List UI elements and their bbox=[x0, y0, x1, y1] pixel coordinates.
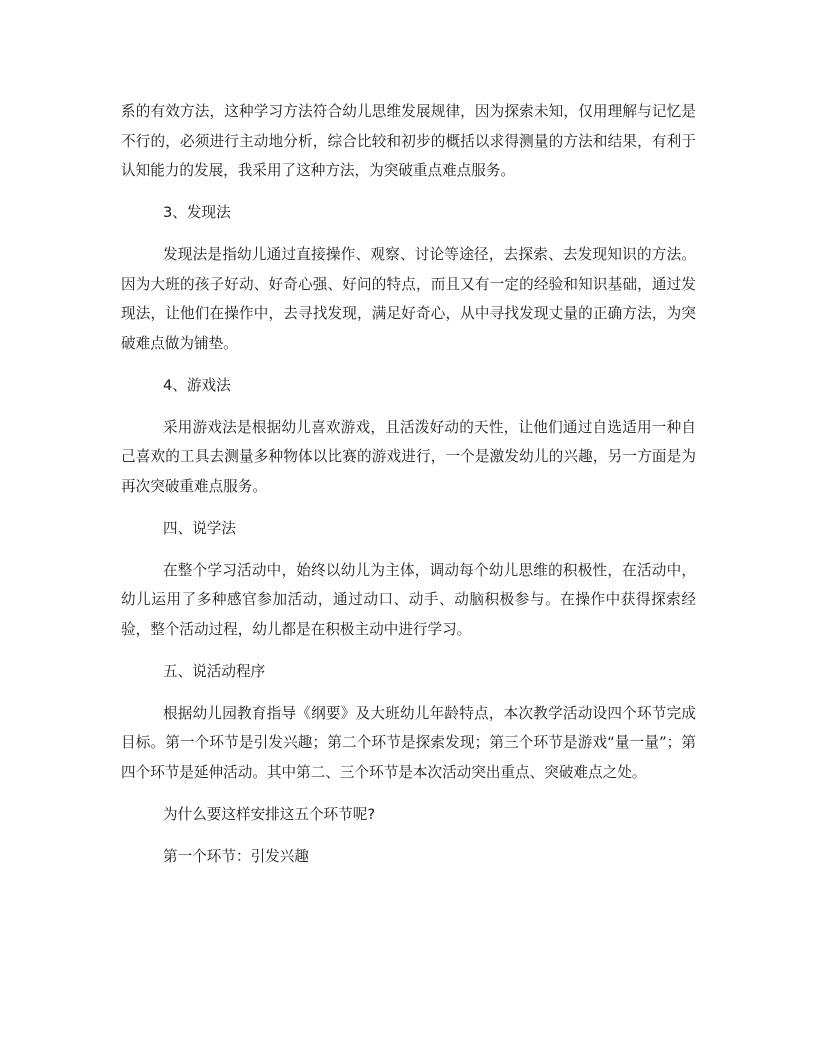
paragraph: 采用游戏法是根据幼儿喜欢游戏，且活泼好动的天性，让他们通过自选适用一种自己喜欢的工具去测量多种物体以比赛的游戏进行，一个是激发幼儿的兴趣，另一方面是为再次突破重难点服务。 bbox=[121, 418, 696, 495]
section-heading: 3、发现法 bbox=[163, 204, 231, 221]
section-heading: 4、游戏法 bbox=[163, 376, 231, 394]
paragraph: 系的有效方法，这种学习方法符合幼儿思维发展规律，因为探索未知，仅用理解与记忆是不行的，必须进行主动地分析，综合比较和初步的概括以求得测量的方法和结果，有利于认知能力的发展，我采用了这种方法，为突破重点难点服务。 bbox=[121, 103, 696, 179]
section-heading: 五、说活动程序 bbox=[163, 662, 266, 680]
document-body bbox=[121, 97, 696, 871]
paragraph: 根据幼儿园教育指导《纲要》及大班幼儿年龄特点，本次教学活动设四个环节完成目标。第一个环节是引发兴趣；第二个环节是探索发现；第三个环节是游戏“量一量”；第四个环节是延伸活动。其中第二、三个环节是本次活动突出重点、突破难点之处。 bbox=[121, 704, 696, 781]
paragraph: 在整个学习活动中，始终以幼儿为主体，调动每个幼儿思维的积极性，在活动中，幼儿运用了多种感官参加活动，通过动口、动手、动脑积极参与。在操作中获得探索经验，整个活动过程，幼儿都是在积极主动中进行学习。 bbox=[121, 561, 696, 638]
section-heading: 四、说学法 bbox=[163, 519, 236, 537]
paragraph: 发现法是指幼儿通过直接操作、观察、讨论等途径，去探索、去发现知识的方法。因为大班的孩子好动、好奇心强、好问的特点，而且又有一定的经验和知识基础，通过发现法，让他们在操作中，去寻找发现，满足好奇心，从中寻找发现丈量的正确方法，为突破难点做为铺垫。 bbox=[121, 246, 696, 352]
section-heading: 第一个环节：引发兴趣 bbox=[163, 847, 309, 865]
question-line: 为什么要这样安排这五个环节呢? bbox=[163, 805, 376, 823]
